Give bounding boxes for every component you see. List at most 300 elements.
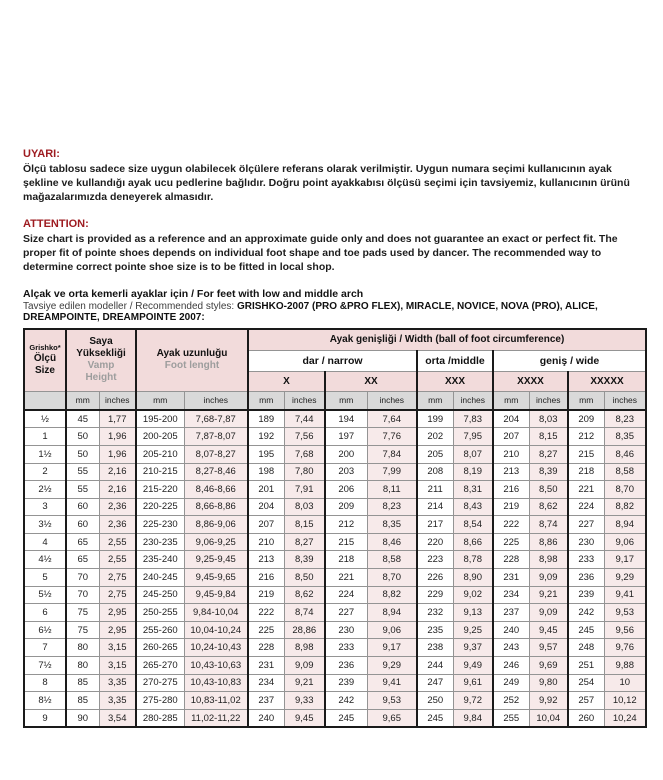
mm-cell: 85 [66, 674, 99, 692]
vamp-label-en2: Height [85, 372, 117, 384]
inches-cell: 9,84 [453, 709, 493, 727]
mm-cell: 215 [325, 533, 367, 551]
inches-cell: 9,41 [604, 586, 646, 604]
inches-cell: 8,27-8,46 [184, 463, 248, 481]
unit-mm: mm [493, 391, 529, 410]
mm-cell: 257 [568, 692, 604, 710]
mm-cell: 198 [248, 463, 284, 481]
mm-cell: 235 [417, 621, 453, 639]
mm-cell: 255 [493, 709, 529, 727]
inches-cell: 7,84 [367, 445, 417, 463]
header-olcu: Ölçü [33, 353, 57, 365]
inches-cell: 7,56 [284, 428, 325, 446]
mm-cell: 202 [417, 428, 453, 446]
table-row [24, 551, 646, 569]
unit-inches: inches [367, 391, 417, 410]
inches-cell: 3,15 [99, 639, 136, 657]
inches-cell: 7,80 [284, 463, 325, 481]
header-width-group: Ayak genişliği / Width (ball of foot circumference) [248, 329, 646, 351]
mm-cell: 280-285 [136, 709, 184, 727]
mm-cell: 224 [325, 586, 367, 604]
inches-cell: 8,86-9,06 [184, 516, 248, 534]
mm-cell: 200 [325, 445, 367, 463]
mm-cell: 233 [325, 639, 367, 657]
mm-cell: 60 [66, 516, 99, 534]
mm-cell: 219 [248, 586, 284, 604]
header-width-xxxx: XXXX [493, 371, 568, 391]
mm-cell: 205-210 [136, 445, 184, 463]
header-vamp-height [66, 329, 136, 392]
inches-cell: 3,15 [99, 657, 136, 675]
inches-cell: 8,82 [367, 586, 417, 604]
inches-cell: 9,84-10,04 [184, 604, 248, 622]
inches-cell: 9,25 [453, 621, 493, 639]
size-cell: 9 [24, 709, 66, 727]
inches-cell: 3,35 [99, 692, 136, 710]
inches-cell: 8,23 [367, 498, 417, 516]
inches-cell: 8,78 [453, 551, 493, 569]
mm-cell: 238 [417, 639, 453, 657]
size-cell: 8 [24, 674, 66, 692]
mm-cell: 240 [493, 621, 529, 639]
mm-cell: 55 [66, 463, 99, 481]
inches-cell: 9,06-9,25 [184, 533, 248, 551]
mm-cell: 231 [248, 657, 284, 675]
mm-cell: 249 [493, 674, 529, 692]
mm-cell: 225 [493, 533, 529, 551]
inches-cell: 8,35 [367, 516, 417, 534]
header-brand: Grishko* [29, 343, 61, 353]
header-width-xxxxx: XXXXX [568, 371, 646, 391]
mm-cell: 239 [568, 586, 604, 604]
inches-cell: 9,65 [367, 709, 417, 727]
unit-inches: inches [453, 391, 493, 410]
inches-cell: 7,76 [367, 428, 417, 446]
inches-cell: 28,86 [284, 621, 325, 639]
inches-cell: 2,95 [99, 604, 136, 622]
inches-cell: 7,95 [453, 428, 493, 446]
inches-cell: 8,46 [367, 533, 417, 551]
inches-cell: 8,46-8,66 [184, 481, 248, 499]
inches-cell: 8,58 [604, 463, 646, 481]
mm-cell: 213 [493, 463, 529, 481]
mm-cell: 252 [493, 692, 529, 710]
inches-cell: 9,88 [604, 657, 646, 675]
mm-cell: 201 [248, 481, 284, 499]
inches-cell: 10,24-10,43 [184, 639, 248, 657]
mm-cell: 220-225 [136, 498, 184, 516]
header-middle: orta /middle [417, 350, 493, 371]
mm-cell: 55 [66, 481, 99, 499]
header-width-xxx: XXX [417, 371, 493, 391]
size-cell: 6 [24, 604, 66, 622]
inches-cell: 8,46 [604, 445, 646, 463]
recommended-styles-line [23, 301, 641, 323]
inches-cell: 9,80 [529, 674, 568, 692]
mm-cell: 194 [325, 410, 367, 428]
inches-cell: 10,83-11,02 [184, 692, 248, 710]
mm-cell: 223 [417, 551, 453, 569]
unit-mm: mm [568, 391, 604, 410]
mm-cell: 234 [493, 586, 529, 604]
inches-cell: 10,04-10,24 [184, 621, 248, 639]
inches-cell: 9,09 [284, 657, 325, 675]
inches-cell: 8,07-8,27 [184, 445, 248, 463]
mm-cell: 242 [325, 692, 367, 710]
warning-title-tr: UYARI: [23, 148, 60, 160]
inches-cell: 8,66 [453, 533, 493, 551]
unit-mm: mm [248, 391, 284, 410]
mm-cell: 221 [325, 569, 367, 587]
inches-cell: 9,09 [529, 569, 568, 587]
inches-cell: 9,06 [604, 533, 646, 551]
mm-cell: 207 [493, 428, 529, 446]
mm-cell: 80 [66, 639, 99, 657]
mm-cell: 209 [568, 410, 604, 428]
size-cell: 7½ [24, 657, 66, 675]
inches-cell: 10 [604, 674, 646, 692]
inches-cell: 8,58 [367, 551, 417, 569]
mm-cell: 192 [248, 428, 284, 446]
inches-cell: 8,62 [529, 498, 568, 516]
mm-cell: 270-275 [136, 674, 184, 692]
inches-cell: 9,61 [453, 674, 493, 692]
table-row [24, 657, 646, 675]
size-chart-table [23, 328, 647, 729]
mm-cell: 217 [417, 516, 453, 534]
inches-cell: 7,68-7,87 [184, 410, 248, 428]
unit-mm: mm [417, 391, 453, 410]
table-row [24, 621, 646, 639]
mm-cell: 213 [248, 551, 284, 569]
inches-cell: 2,55 [99, 533, 136, 551]
mm-cell: 65 [66, 533, 99, 551]
mm-cell: 75 [66, 621, 99, 639]
mm-cell: 235-240 [136, 551, 184, 569]
mm-cell: 242 [568, 604, 604, 622]
inches-cell: 9,57 [529, 639, 568, 657]
mm-cell: 209 [325, 498, 367, 516]
inches-cell: 9,17 [367, 639, 417, 657]
mm-cell: 260-265 [136, 639, 184, 657]
mm-cell: 210 [248, 533, 284, 551]
header-narrow: dar / narrow [248, 350, 417, 371]
unit-inches: inches [284, 391, 325, 410]
warning-body-en: Size chart is provided as a reference and an approximate guide only and does not guarantee an exact or perfect fit. The proper fit of pointe shoes depends on individual foot shape and toe pads used by dancer. The recommended way to determine correct pointe shoe size is to be fitted in local shop. [23, 232, 618, 273]
foot-label-en: Foot lenght [164, 360, 220, 372]
inches-cell: 1,96 [99, 445, 136, 463]
mm-cell: 247 [417, 674, 453, 692]
table-row [24, 692, 646, 710]
inches-cell: 7,91 [284, 481, 325, 499]
mm-cell: 260 [568, 709, 604, 727]
header-size: Size [34, 364, 55, 376]
inches-cell: 8,82 [604, 498, 646, 516]
inches-cell: 10,43-10,83 [184, 674, 248, 692]
mm-cell: 50 [66, 445, 99, 463]
unit-inches: inches [184, 391, 248, 410]
inches-cell: 9,56 [604, 621, 646, 639]
inches-cell: 7,99 [367, 463, 417, 481]
inches-cell: 8,27 [284, 533, 325, 551]
mm-cell: 232 [417, 604, 453, 622]
inches-cell: 9,92 [529, 692, 568, 710]
mm-cell: 215-220 [136, 481, 184, 499]
unit-empty-cell [24, 391, 66, 410]
mm-cell: 240 [248, 709, 284, 727]
arch-type-heading: Alçak ve orta kemerli ayaklar için / For feet with low and middle arch [23, 287, 364, 300]
inches-cell: 8,74 [529, 516, 568, 534]
mm-cell: 195 [248, 445, 284, 463]
mm-cell: 254 [568, 674, 604, 692]
mm-cell: 221 [568, 481, 604, 499]
table-row [24, 516, 646, 534]
mm-cell: 239 [325, 674, 367, 692]
size-cell: 8½ [24, 692, 66, 710]
table-row [24, 569, 646, 587]
mm-cell: 70 [66, 586, 99, 604]
mm-cell: 214 [417, 498, 453, 516]
mm-cell: 204 [493, 410, 529, 428]
inches-cell: 8,31 [453, 481, 493, 499]
mm-cell: 225-230 [136, 516, 184, 534]
inches-cell: 8,11 [367, 481, 417, 499]
inches-cell: 8,94 [604, 516, 646, 534]
inches-cell: 8,90 [453, 569, 493, 587]
mm-cell: 199 [417, 410, 453, 428]
inches-cell: 10,12 [604, 692, 646, 710]
mm-cell: 90 [66, 709, 99, 727]
inches-cell: 9,21 [529, 586, 568, 604]
inches-cell: 8,70 [604, 481, 646, 499]
inches-cell: 2,16 [99, 481, 136, 499]
inches-cell: 1,96 [99, 428, 136, 446]
mm-cell: 216 [248, 569, 284, 587]
mm-cell: 265-270 [136, 657, 184, 675]
mm-cell: 220 [417, 533, 453, 551]
table-row [24, 586, 646, 604]
mm-cell: 212 [325, 516, 367, 534]
table-row [24, 674, 646, 692]
mm-cell: 203 [325, 463, 367, 481]
inches-cell: 8,70 [367, 569, 417, 587]
inches-cell: 9,33 [284, 692, 325, 710]
inches-cell: 11,02-11,22 [184, 709, 248, 727]
inches-cell: 2,95 [99, 621, 136, 639]
mm-cell: 226 [417, 569, 453, 587]
mm-cell: 205 [417, 445, 453, 463]
inches-cell: 8,98 [284, 639, 325, 657]
mm-cell: 225 [248, 621, 284, 639]
inches-cell: 7,68 [284, 445, 325, 463]
mm-cell: 236 [568, 569, 604, 587]
mm-cell: 224 [568, 498, 604, 516]
inches-cell: 8,39 [529, 463, 568, 481]
inches-cell: 9,53 [604, 604, 646, 622]
inches-cell: 9,76 [604, 639, 646, 657]
mm-cell: 227 [568, 516, 604, 534]
mm-cell: 251 [568, 657, 604, 675]
mm-cell: 206 [325, 481, 367, 499]
inches-cell: 9,21 [284, 674, 325, 692]
mm-cell: 222 [248, 604, 284, 622]
mm-cell: 207 [248, 516, 284, 534]
mm-cell: 228 [248, 639, 284, 657]
mm-cell: 244 [417, 657, 453, 675]
inches-cell: 8,54 [453, 516, 493, 534]
mm-cell: 195-200 [136, 410, 184, 428]
mm-cell: 218 [325, 551, 367, 569]
header-width-xx: XX [325, 371, 417, 391]
mm-cell: 234 [248, 674, 284, 692]
inches-cell: 2,75 [99, 586, 136, 604]
inches-cell: 9,17 [604, 551, 646, 569]
inches-cell: 8,43 [453, 498, 493, 516]
inches-cell: 2,36 [99, 498, 136, 516]
mm-cell: 237 [248, 692, 284, 710]
size-cell: 2 [24, 463, 66, 481]
inches-cell: 9,45 [529, 621, 568, 639]
recommended-styles-value: GRISHKO-2007 (PRO &PRO FLEX), MIRACLE, NOVICE, NOVA (PRO), ALICE, DREAMPOINTE, DREAMPOINTE 2007: [23, 300, 598, 323]
mm-cell: 230 [568, 533, 604, 551]
mm-cell: 230-235 [136, 533, 184, 551]
inches-cell: 8,03 [284, 498, 325, 516]
size-cell: 5 [24, 569, 66, 587]
size-cell: 2½ [24, 481, 66, 499]
mm-cell: 255-260 [136, 621, 184, 639]
mm-cell: 248 [568, 639, 604, 657]
header-wide: geniş / wide [493, 350, 646, 371]
inches-cell: 2,75 [99, 569, 136, 587]
inches-cell: 8,35 [604, 428, 646, 446]
unit-mm: mm [325, 391, 367, 410]
inches-cell: 9,13 [453, 604, 493, 622]
inches-cell: 8,50 [284, 569, 325, 587]
inches-cell: 2,16 [99, 463, 136, 481]
mm-cell: 215 [568, 445, 604, 463]
mm-cell: 60 [66, 498, 99, 516]
size-table-body [24, 410, 646, 728]
size-cell: 3 [24, 498, 66, 516]
inches-cell: 9,25-9,45 [184, 551, 248, 569]
mm-cell: 219 [493, 498, 529, 516]
unit-mm: mm [66, 391, 99, 410]
mm-cell: 228 [493, 551, 529, 569]
header-foot-length [136, 329, 248, 392]
table-row [24, 428, 646, 446]
size-cell: 1½ [24, 445, 66, 463]
mm-cell: 197 [325, 428, 367, 446]
inches-cell: 8,94 [367, 604, 417, 622]
table-row [24, 709, 646, 727]
inches-cell: 8,27 [529, 445, 568, 463]
warning-title-en: ATTENTION: [23, 217, 89, 230]
inches-cell: 8,98 [529, 551, 568, 569]
foot-label-tr: Ayak uzunluğu [156, 348, 228, 360]
mm-cell: 246 [493, 657, 529, 675]
unit-inches: inches [604, 391, 646, 410]
mm-cell: 80 [66, 657, 99, 675]
inches-cell: 7,44 [284, 410, 325, 428]
mm-cell: 275-280 [136, 692, 184, 710]
inches-cell: 2,55 [99, 551, 136, 569]
inches-cell: 7,87-8,07 [184, 428, 248, 446]
inches-cell: 9,02 [453, 586, 493, 604]
inches-cell: 8,39 [284, 551, 325, 569]
inches-cell: 9,09 [529, 604, 568, 622]
mm-cell: 212 [568, 428, 604, 446]
size-cell: 6½ [24, 621, 66, 639]
recommended-styles-label: Tavsiye edilen modeller / Recommended styles: [23, 300, 237, 312]
inches-cell: 9,06 [367, 621, 417, 639]
mm-cell: 210-215 [136, 463, 184, 481]
mm-cell: 70 [66, 569, 99, 587]
mm-cell: 243 [493, 639, 529, 657]
vamp-label-en1: Vamp [87, 360, 115, 372]
table-row [24, 604, 646, 622]
unit-inches: inches [99, 391, 136, 410]
size-cell: 3½ [24, 516, 66, 534]
mm-cell: 233 [568, 551, 604, 569]
size-cell: 5½ [24, 586, 66, 604]
table-row [24, 639, 646, 657]
table-row [24, 533, 646, 551]
unit-mm: mm [136, 391, 184, 410]
inches-cell: 8,50 [529, 481, 568, 499]
table-row [24, 481, 646, 499]
mm-cell: 208 [417, 463, 453, 481]
mm-cell: 65 [66, 551, 99, 569]
mm-cell: 218 [568, 463, 604, 481]
inches-cell: 9,49 [453, 657, 493, 675]
mm-cell: 245 [417, 709, 453, 727]
inches-cell: 8,74 [284, 604, 325, 622]
vamp-label-tr2: Yüksekliği [76, 348, 126, 360]
inches-cell: 9,45-9,65 [184, 569, 248, 587]
size-cell: 1 [24, 428, 66, 446]
inches-cell: 9,45 [284, 709, 325, 727]
table-row [24, 463, 646, 481]
mm-cell: 45 [66, 410, 99, 428]
inches-cell: 7,83 [453, 410, 493, 428]
inches-cell: 10,24 [604, 709, 646, 727]
inches-cell: 9,72 [453, 692, 493, 710]
warning-body-tr: Ölçü tablosu sadece size uygun olabilecek ölçülere referans olarak verilmiştir. Uygun numara seçimi kullanıcının ayak şekline ve kullandığı ayak ucu pedlerine bağlıdır. Doğru point ayakkabısı ölçüsü seçimi için tavsiyemiz, kullanıcının ürünü mağazalarımızda deneyerek almasıdır. [23, 163, 630, 203]
inches-cell: 8,23 [604, 410, 646, 428]
inches-cell: 3,54 [99, 709, 136, 727]
mm-cell: 250-255 [136, 604, 184, 622]
mm-cell: 200-205 [136, 428, 184, 446]
inches-cell: 8,07 [453, 445, 493, 463]
inches-cell: 9,53 [367, 692, 417, 710]
mm-cell: 227 [325, 604, 367, 622]
mm-cell: 204 [248, 498, 284, 516]
inches-cell: 9,29 [604, 569, 646, 587]
header-width-x: X [248, 371, 325, 391]
table-row [24, 498, 646, 516]
inches-cell: 8,15 [284, 516, 325, 534]
inches-cell: 10,04 [529, 709, 568, 727]
inches-cell: 8,66-8,86 [184, 498, 248, 516]
inches-cell: 8,15 [529, 428, 568, 446]
inches-cell: 10,43-10,63 [184, 657, 248, 675]
inches-cell: 8,19 [453, 463, 493, 481]
mm-cell: 231 [493, 569, 529, 587]
mm-cell: 85 [66, 692, 99, 710]
vamp-label-tr1: Saya [89, 336, 113, 348]
table-row [24, 445, 646, 463]
inches-cell: 8,86 [529, 533, 568, 551]
